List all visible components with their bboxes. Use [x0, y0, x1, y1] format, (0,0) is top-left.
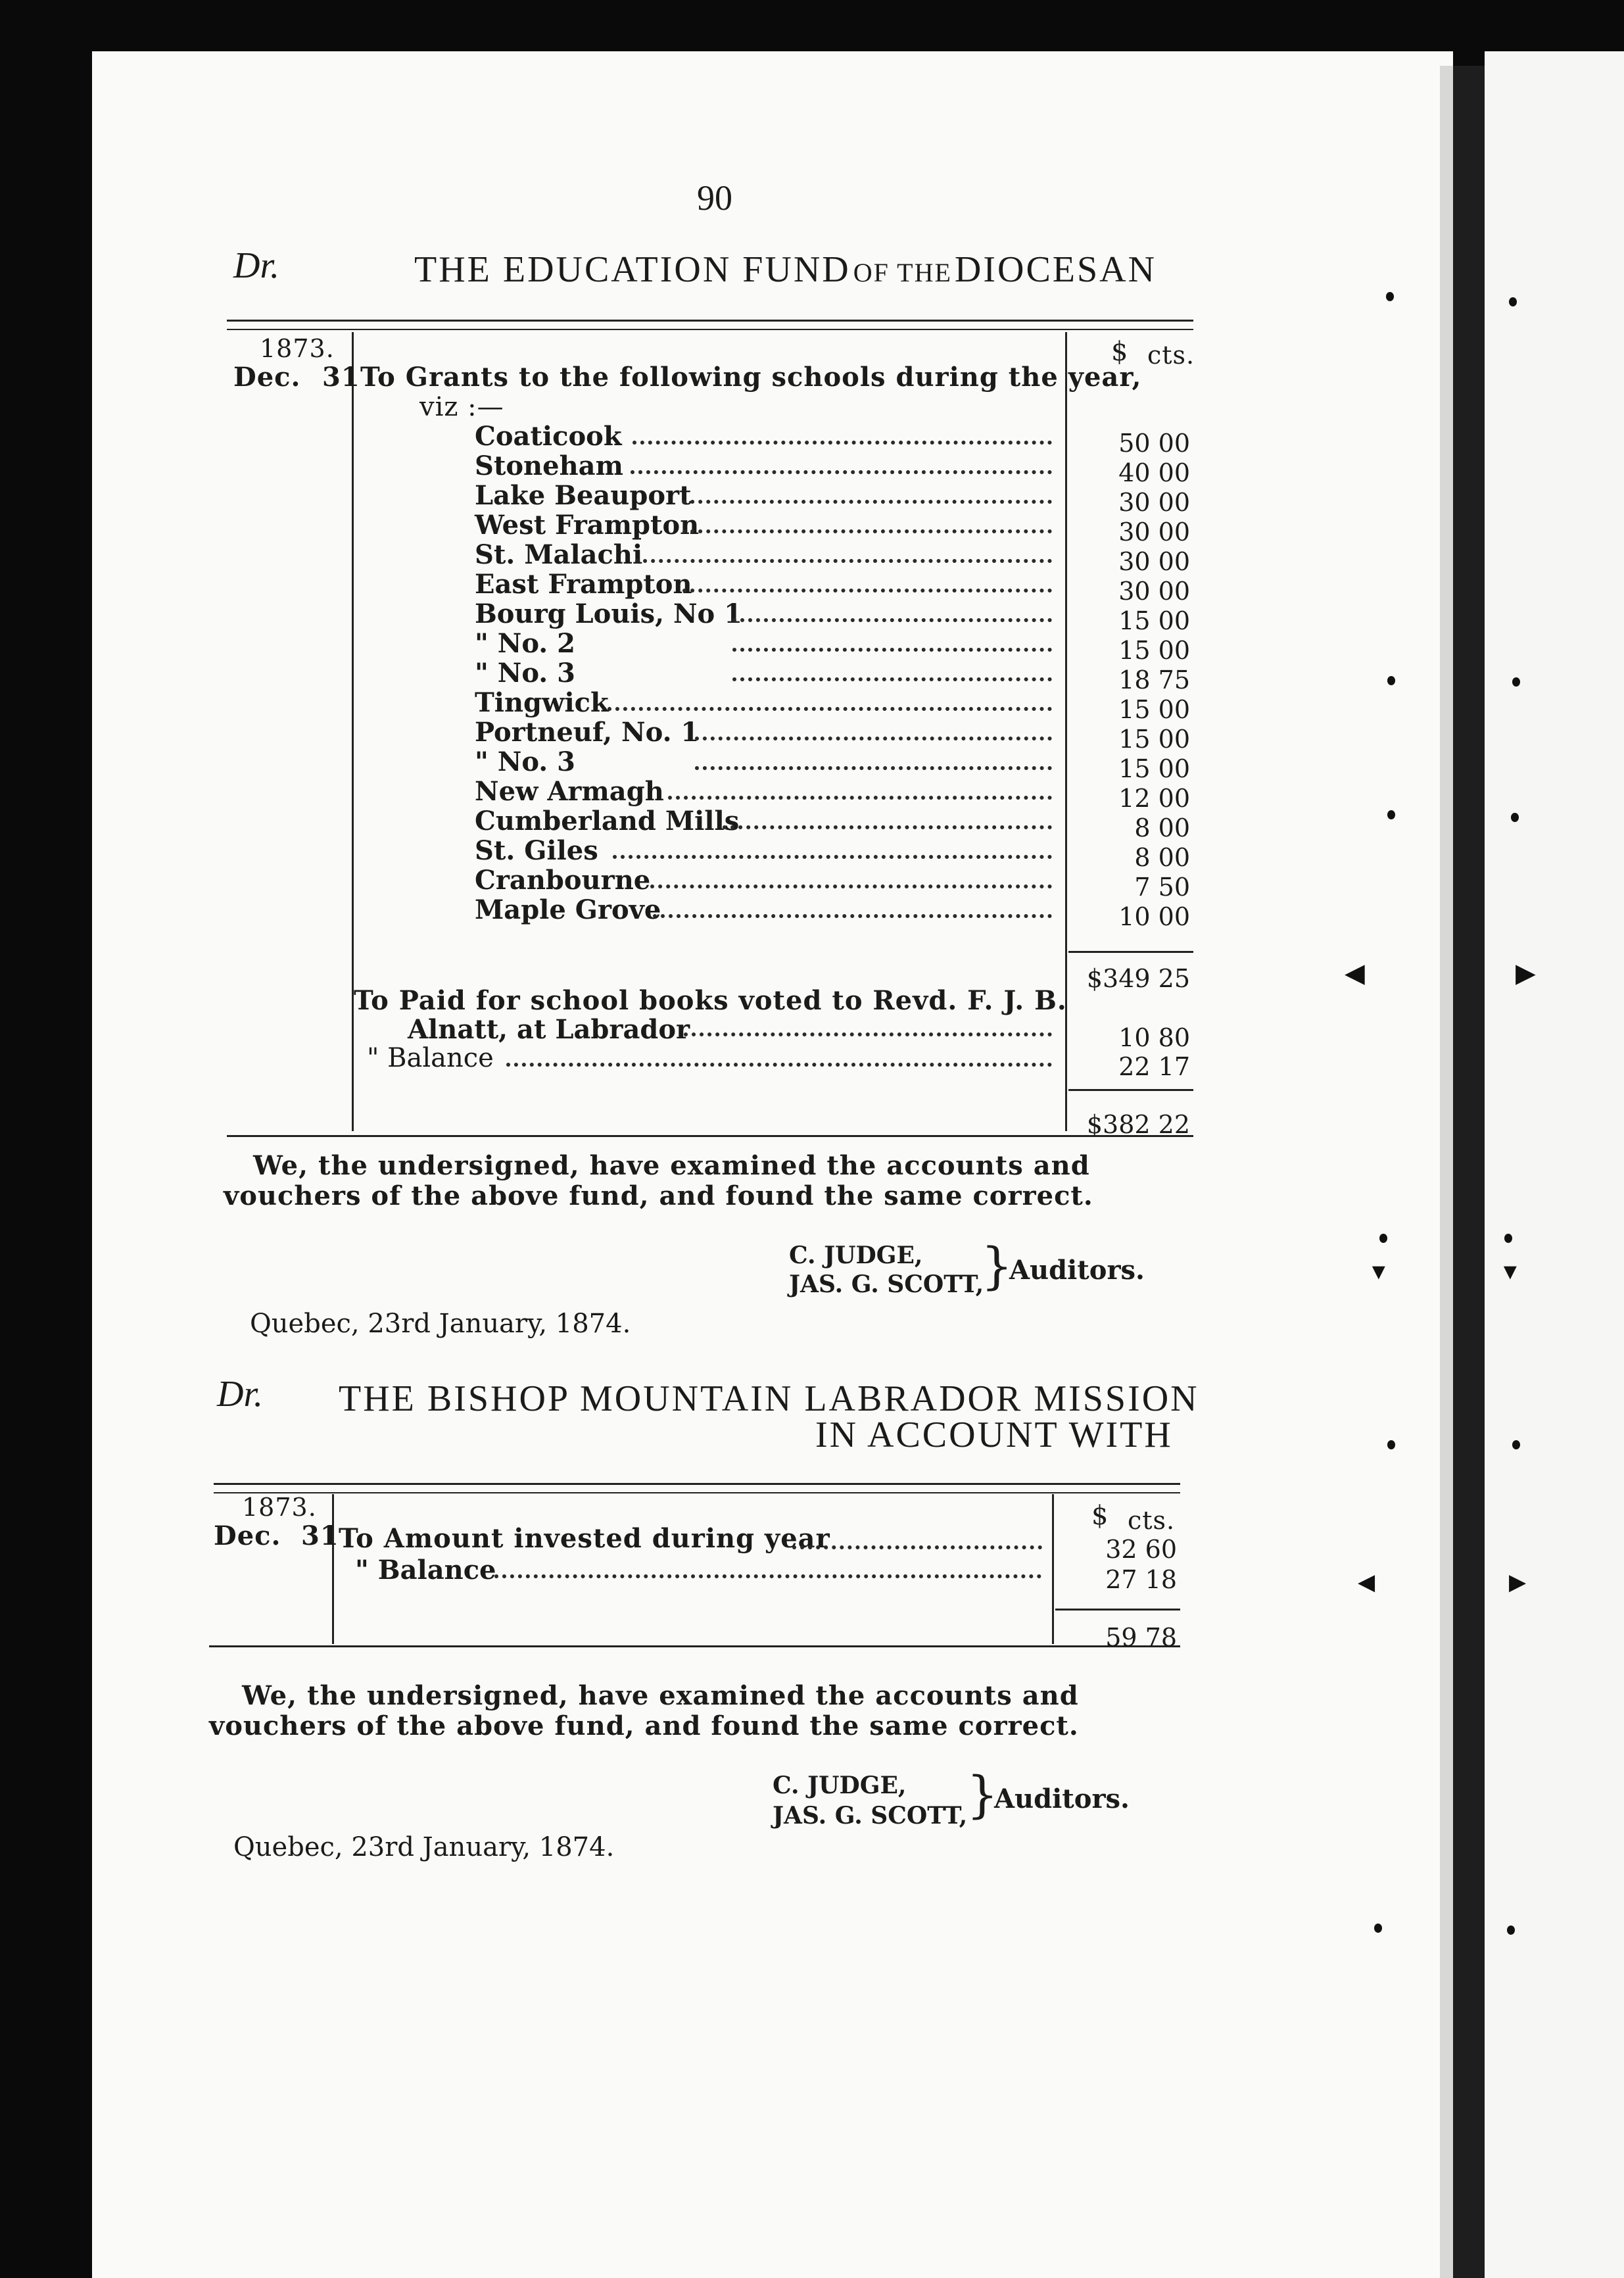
school-name: Tingwick [475, 687, 609, 718]
page-edge-shadow [1440, 66, 1453, 2278]
section2-invested-amount: 32 60 [1105, 1535, 1177, 1564]
section2-auditors-label: Auditors. [994, 1783, 1130, 1814]
section1-balance-label: " Balance [367, 1043, 494, 1073]
section2-dr-label: Dr. [217, 1374, 264, 1415]
margin-speck [1386, 292, 1394, 301]
section1-top-rule [227, 320, 1193, 322]
school-amount: 15 00 [1118, 725, 1190, 754]
school-leader-dots [695, 737, 1052, 740]
section1-bottom-rule [227, 1135, 1193, 1137]
school-name: Lake Beauport [475, 480, 692, 511]
school-leader-dots [682, 529, 1052, 533]
section2-col-cts: cts. [1128, 1506, 1176, 1535]
section1-col-dollar: $ [1111, 337, 1129, 367]
school-amount: 15 00 [1118, 754, 1190, 783]
school-amount: 12 00 [1118, 784, 1190, 813]
school-name: " No. 3 [475, 658, 575, 689]
school-leader-dots [732, 618, 1052, 622]
section2-day: 31 [301, 1520, 339, 1551]
margin-speck [1387, 676, 1395, 685]
margin-arrow-left-icon: ◀ [1358, 1570, 1375, 1595]
school-leader-dots [695, 766, 1052, 770]
section1-brace: } [981, 1236, 1013, 1295]
school-leader-dots [723, 825, 1052, 829]
section2-total-rule [1055, 1609, 1180, 1611]
margin-speck [1387, 810, 1395, 819]
school-name: " No. 3 [475, 746, 575, 777]
school-amount: 50 00 [1118, 429, 1190, 458]
section1-paid-line1: To Paid for school books voted to Revd. F. J. B. [354, 985, 1067, 1016]
section1-dr-label: Dr. [233, 245, 280, 286]
school-leader-dots [682, 500, 1052, 504]
section2-month: Dec. [214, 1520, 281, 1551]
section1-title [414, 249, 1157, 291]
margin-speck [1509, 297, 1517, 306]
margin-arrow-right-icon: ▶ [1509, 1570, 1527, 1595]
section1-subtotal-rule [1068, 951, 1193, 953]
school-leader-dots [635, 559, 1052, 563]
school-amount: 10 00 [1118, 902, 1190, 931]
school-leader-dots [732, 677, 1052, 681]
section1-balance-amount: 22 17 [1118, 1052, 1190, 1081]
school-amount: 15 00 [1118, 606, 1190, 635]
margin-speck [1507, 1926, 1515, 1935]
school-name: " No. 2 [475, 628, 575, 659]
school-amount: 30 00 [1118, 488, 1190, 517]
section1-subtotal: $349 25 [1086, 964, 1190, 993]
school-name: West Frampton [475, 510, 700, 541]
school-leader-dots [631, 470, 1052, 474]
section1-year: 1873. [260, 334, 335, 363]
school-amount: 15 00 [1118, 636, 1190, 665]
margin-speck [1387, 1440, 1395, 1449]
school-amount: 30 00 [1118, 547, 1190, 576]
school-name: Coaticook [475, 421, 622, 452]
section2-brace: } [967, 1765, 999, 1824]
margin-speck [1512, 677, 1520, 687]
section1-day: 31 [322, 362, 360, 393]
book-gutter [1453, 66, 1485, 2278]
section1-title-end: DIOCESAN [954, 249, 1157, 290]
section2-top-rule [214, 1483, 1180, 1485]
section1-col-cts: cts. [1147, 341, 1195, 370]
school-name: East Frampton [475, 569, 692, 600]
section2-year: 1873. [242, 1493, 317, 1522]
section2-balance-amount: 27 18 [1105, 1565, 1177, 1594]
section1-paid-leader [684, 1032, 1052, 1036]
section1-paid-line2: Alnatt, at Labrador [408, 1014, 690, 1045]
school-name: Maple Grove [475, 894, 661, 925]
section2-invested-label: To Amount invested during year [339, 1523, 830, 1554]
margin-speck [1379, 1234, 1387, 1243]
section2-title-line2: IN ACCOUNT WITH [815, 1415, 1173, 1455]
school-amount: 8 00 [1134, 843, 1190, 872]
school-amount: 30 00 [1118, 518, 1190, 546]
school-leader-dots [653, 914, 1052, 918]
school-name: Cumberland Mills [475, 806, 740, 836]
section1-total-rule [1068, 1089, 1193, 1091]
section2-amount-col-rule [1052, 1494, 1054, 1644]
school-name: Portneuf, No. 1 [475, 717, 700, 748]
school-amount: 40 00 [1118, 458, 1190, 487]
section2-col-dollar: $ [1091, 1501, 1109, 1531]
margin-speck [1511, 813, 1519, 822]
section1-title-of: OF THE [853, 258, 952, 287]
school-name: Stoneham [475, 450, 623, 481]
section2-total: 59 78 [1105, 1623, 1177, 1652]
facing-page [1485, 51, 1624, 2278]
section1-intro-line1: To Grants to the following schools during the year, [360, 362, 1142, 393]
section1-paid-amount: 10 80 [1118, 1023, 1190, 1052]
section1-auditor2: JAS. G. SCOTT, [789, 1271, 984, 1298]
school-name: New Armagh [475, 776, 664, 807]
margin-arrow-left-icon: ◀ [1345, 958, 1365, 988]
margin-speck [1504, 1234, 1512, 1243]
section2-title-line1: THE BISHOP MOUNTAIN LABRADOR MISSION [339, 1378, 1199, 1419]
section1-auditors-label: Auditors. [1009, 1255, 1145, 1286]
margin-arrow-right-icon: ▶ [1516, 958, 1536, 988]
school-leader-dots [668, 796, 1052, 800]
margin-speck [1512, 1440, 1520, 1449]
margin-speck [1374, 1924, 1382, 1933]
school-leader-dots [608, 707, 1052, 711]
margin-arrow-down-icon: ▼ [1499, 1260, 1521, 1284]
school-leader-dots [682, 589, 1052, 593]
section2-invested-leader [792, 1545, 1042, 1549]
section2-auditor1: C. JUDGE, [773, 1772, 907, 1799]
school-name: Cranbourne [475, 865, 651, 896]
section2-statement: We, the undersigned, have examined the accounts and vouchers of the above fund, and found the same correct. [209, 1680, 1079, 1741]
section1-statement: We, the undersigned, have examined the accounts and vouchers of the above fund, and found the same correct. [224, 1150, 1093, 1211]
section1-top-rule-thin [227, 329, 1193, 330]
section2-bottom-rule [209, 1645, 1180, 1647]
margin-arrow-down-icon: ▼ [1368, 1260, 1390, 1284]
page-number: 90 [697, 178, 732, 218]
section1-auditor1: C. JUDGE, [789, 1242, 923, 1269]
school-leader-dots [732, 648, 1052, 652]
school-amount: 18 75 [1118, 666, 1190, 694]
section2-date: Quebec, 23rd January, 1874. [233, 1832, 615, 1862]
section2-top-rule-thin [214, 1492, 1180, 1493]
section2-balance-leader [494, 1574, 1041, 1578]
school-amount: 8 00 [1134, 813, 1190, 842]
section2-date-col-rule [332, 1494, 334, 1644]
section1-month: Dec. [233, 362, 301, 393]
section1-balance-leader [506, 1063, 1052, 1067]
school-name: St. Giles [475, 835, 598, 866]
section1-date: Quebec, 23rd January, 1874. [250, 1309, 631, 1339]
section2-balance-label: " Balance [355, 1555, 496, 1586]
section1-total: $382 22 [1086, 1110, 1190, 1139]
school-amount: 7 50 [1134, 873, 1190, 902]
section1-intro-line2: viz :— [419, 392, 504, 422]
school-leader-dots [613, 855, 1052, 859]
school-amount: 15 00 [1118, 695, 1190, 724]
section2-auditor2: JAS. G. SCOTT, [773, 1802, 968, 1830]
section1-title-main: THE EDUCATION FUND [414, 249, 851, 290]
school-name: St. Malachi [475, 539, 643, 570]
school-amount: 30 00 [1118, 577, 1190, 606]
school-leader-dots [650, 885, 1052, 888]
school-name: Bourg Louis, No 1 [475, 598, 742, 629]
school-leader-dots [633, 441, 1052, 445]
